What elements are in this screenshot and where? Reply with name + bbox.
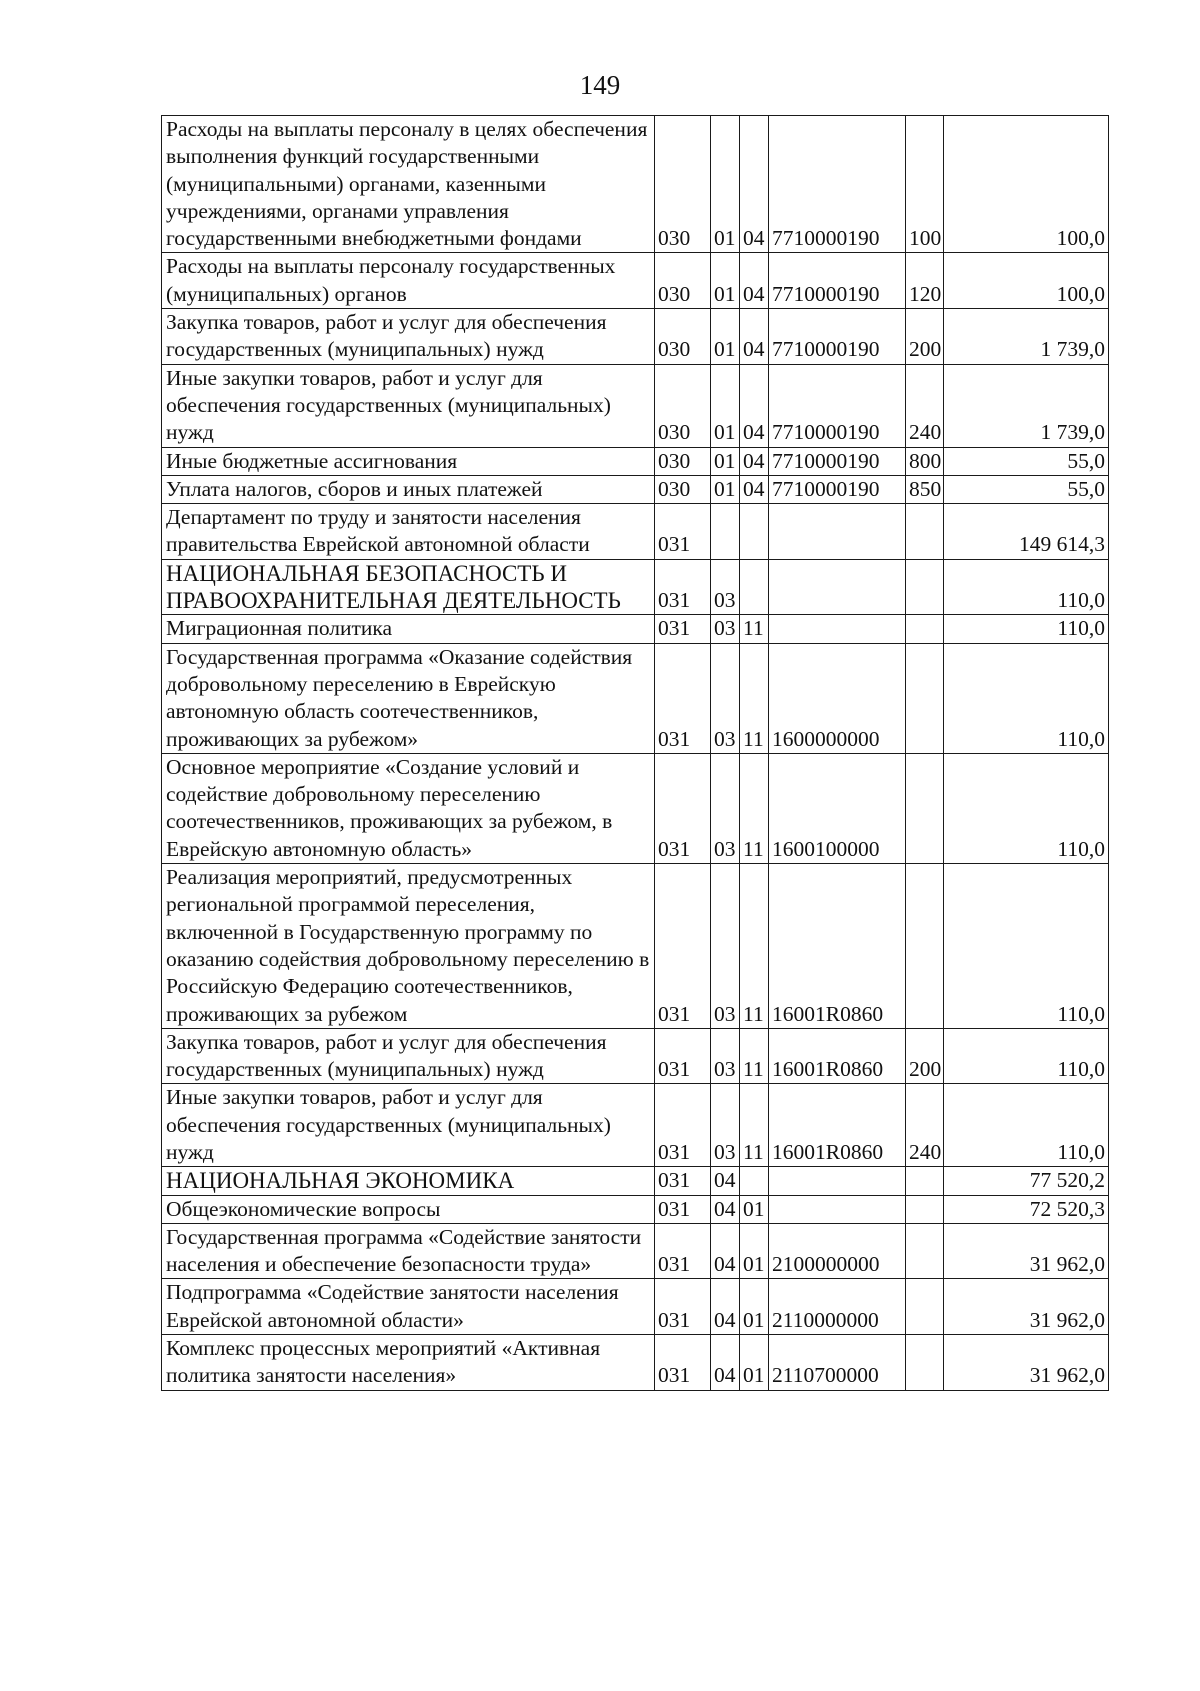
table-row [162,1223,1109,1279]
expense-type-code: 850 [906,475,944,503]
row-name: Расходы на выплаты персоналу государственных (муниципальных) органов [162,253,655,309]
ministry-code: 031 [655,1195,711,1223]
target-article-code: 7710000190 [769,364,906,447]
expense-type-code [906,504,944,560]
amount: 110,0 [944,1028,1109,1084]
amount: 31 962,0 [944,1223,1109,1279]
expense-type-code [906,753,944,863]
amount: 31 962,0 [944,1335,1109,1391]
row-name: Подпрограмма «Содействие занятости населения Еврейской автономной области» [162,1279,655,1335]
table-row [162,309,1109,365]
row-name: Государственная программа «Оказание содействия добровольному переселению в Еврейскую автономную область соотечественников, проживающих за рубежом» [162,643,655,753]
expense-type-code [906,643,944,753]
expense-type-code: 240 [906,1084,944,1167]
subsection-code: 11 [740,643,769,753]
subsection-code [740,504,769,560]
table-row [162,1279,1109,1335]
section-code: 04 [711,1335,740,1391]
row-name: Закупка товаров, работ и услуг для обеспечения государственных (муниципальных) нужд [162,309,655,365]
target-article-code [769,615,906,643]
table-row [162,615,1109,643]
target-article-code: 16001R0860 [769,864,906,1029]
section-code: 01 [711,475,740,503]
subsection-code: 01 [740,1335,769,1391]
target-article-code: 7710000190 [769,116,906,253]
row-name: Основное мероприятие «Создание условий и содействие добровольному переселению соотечественников, проживающих за рубежом, в Еврейскую автономную область» [162,753,655,863]
subsection-code: 04 [740,253,769,309]
row-name: Иные закупки товаров, работ и услуг для обеспечения государственных (муниципальных) нужд [162,1084,655,1167]
expense-type-code [906,1167,944,1195]
row-name: Реализация мероприятий, предусмотренных региональной программой переселения, включенной в Государственную программу по оказанию содействия добровольному переселению в Российскую Федерацию соотечественников, проживающих за рубежом [162,864,655,1029]
section-code: 01 [711,364,740,447]
ministry-code: 030 [655,447,711,475]
row-name: Комплекс процессных мероприятий «Активная политика занятости населения» [162,1335,655,1391]
ministry-code: 031 [655,559,711,615]
row-name: НАЦИОНАЛЬНАЯ БЕЗОПАСНОСТЬ И ПРАВООХРАНИТЕЛЬНАЯ ДЕЯТЕЛЬНОСТЬ [162,559,655,615]
amount: 149 614,3 [944,504,1109,560]
section-code: 04 [711,1195,740,1223]
expense-type-code: 200 [906,1028,944,1084]
target-article-code: 7710000190 [769,309,906,365]
table-row [162,1028,1109,1084]
expense-type-code: 200 [906,309,944,365]
target-article-code: 2110700000 [769,1335,906,1391]
row-name: Закупка товаров, работ и услуг для обеспечения государственных (муниципальных) нужд [162,1028,655,1084]
row-name: Расходы на выплаты персоналу в целях обеспечения выполнения функций государственными (муниципальными) органами, казенными учреждениями, органами управления государственными внебюджетными фондами [162,116,655,253]
amount: 72 520,3 [944,1195,1109,1223]
subsection-code [740,559,769,615]
table-row [162,364,1109,447]
ministry-code: 031 [655,504,711,560]
target-article-code: 7710000190 [769,253,906,309]
table-row [162,504,1109,560]
amount: 55,0 [944,447,1109,475]
table-row [162,753,1109,863]
ministry-code: 030 [655,253,711,309]
table-row [162,643,1109,753]
ministry-code: 031 [655,864,711,1029]
ministry-code: 031 [655,1335,711,1391]
target-article-code: 1600100000 [769,753,906,863]
row-name: Департамент по труду и занятости населения правительства Еврейской автономной области [162,504,655,560]
budget-table [161,115,1109,1391]
ministry-code: 031 [655,1084,711,1167]
subsection-code: 04 [740,475,769,503]
section-code: 03 [711,864,740,1029]
section-code: 03 [711,615,740,643]
expense-type-code [906,1279,944,1335]
ministry-code: 030 [655,309,711,365]
subsection-code: 11 [740,1028,769,1084]
section-code: 04 [711,1279,740,1335]
expense-type-code [906,559,944,615]
section-code: 03 [711,1084,740,1167]
amount: 1 739,0 [944,309,1109,365]
amount: 110,0 [944,643,1109,753]
amount: 110,0 [944,753,1109,863]
amount: 110,0 [944,1084,1109,1167]
subsection-code: 01 [740,1223,769,1279]
section-code: 01 [711,253,740,309]
section-code: 03 [711,1028,740,1084]
expense-type-code: 240 [906,364,944,447]
ministry-code: 031 [655,615,711,643]
amount: 77 520,2 [944,1167,1109,1195]
subsection-code: 01 [740,1279,769,1335]
section-code: 04 [711,1167,740,1195]
subsection-code: 04 [740,116,769,253]
expense-type-code [906,864,944,1029]
target-article-code: 7710000190 [769,475,906,503]
row-name: Общеэкономические вопросы [162,1195,655,1223]
table-row [162,1084,1109,1167]
amount: 55,0 [944,475,1109,503]
ministry-code: 030 [655,475,711,503]
table-row [162,559,1109,615]
row-name: Уплата налогов, сборов и иных платежей [162,475,655,503]
row-name: Иные бюджетные ассигнования [162,447,655,475]
target-article-code [769,1195,906,1223]
table-row [162,1195,1109,1223]
expense-type-code [906,1223,944,1279]
section-code: 01 [711,447,740,475]
row-name: НАЦИОНАЛЬНАЯ ЭКОНОМИКА [162,1167,655,1195]
page-number: 149 [579,70,621,100]
section-code: 04 [711,1223,740,1279]
target-article-code [769,559,906,615]
ministry-code: 031 [655,1223,711,1279]
row-name: Государственная программа «Содействие занятости населения и обеспечение безопасности труда» [162,1223,655,1279]
target-article-code: 2100000000 [769,1223,906,1279]
subsection-code: 01 [740,1195,769,1223]
section-code: 03 [711,559,740,615]
table-row [162,864,1109,1029]
target-article-code: 16001R0860 [769,1028,906,1084]
subsection-code: 11 [740,615,769,643]
amount: 110,0 [944,864,1109,1029]
expense-type-code [906,1195,944,1223]
table-row [162,1335,1109,1391]
amount: 100,0 [944,116,1109,253]
table-row [162,447,1109,475]
target-article-code [769,504,906,560]
table-row [162,1167,1109,1195]
amount: 1 739,0 [944,364,1109,447]
ministry-code: 031 [655,1167,711,1195]
table-row [162,475,1109,503]
ministry-code: 030 [655,116,711,253]
subsection-code: 11 [740,1084,769,1167]
ministry-code: 030 [655,364,711,447]
table-row [162,253,1109,309]
subsection-code [740,1167,769,1195]
row-name: Миграционная политика [162,615,655,643]
amount: 110,0 [944,615,1109,643]
expense-type-code [906,615,944,643]
row-name: Иные закупки товаров, работ и услуг для обеспечения государственных (муниципальных) нужд [162,364,655,447]
target-article-code: 1600000000 [769,643,906,753]
expense-type-code: 800 [906,447,944,475]
ministry-code: 031 [655,753,711,863]
amount: 100,0 [944,253,1109,309]
subsection-code: 04 [740,309,769,365]
amount: 31 962,0 [944,1279,1109,1335]
target-article-code: 7710000190 [769,447,906,475]
section-code: 01 [711,116,740,253]
ministry-code: 031 [655,1028,711,1084]
target-article-code: 16001R0860 [769,1084,906,1167]
ministry-code: 031 [655,643,711,753]
expense-type-code: 120 [906,253,944,309]
expense-type-code [906,1335,944,1391]
subsection-code: 04 [740,364,769,447]
ministry-code: 031 [655,1279,711,1335]
target-article-code [769,1167,906,1195]
subsection-code: 04 [740,447,769,475]
subsection-code: 11 [740,864,769,1029]
section-code [711,504,740,560]
section-code: 01 [711,309,740,365]
section-code: 03 [711,643,740,753]
amount: 110,0 [944,559,1109,615]
table-row [162,116,1109,253]
section-code: 03 [711,753,740,863]
target-article-code: 2110000000 [769,1279,906,1335]
expense-type-code: 100 [906,116,944,253]
subsection-code: 11 [740,753,769,863]
